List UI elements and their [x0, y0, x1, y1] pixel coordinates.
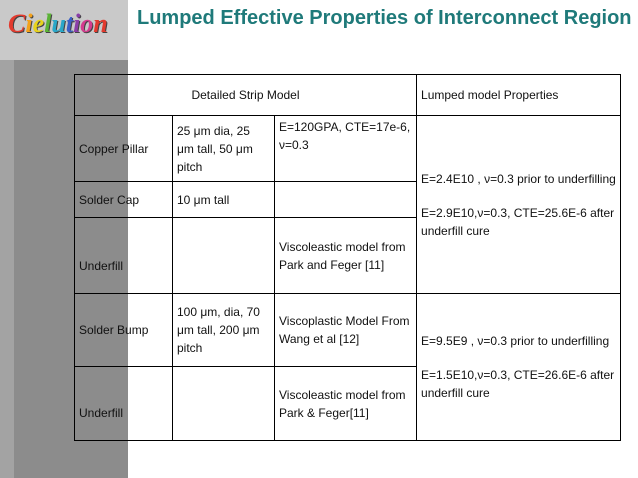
- row-material-cell: E=120GPA, CTE=17e-6, ν=0.3: [275, 116, 417, 182]
- logo-letter: i: [73, 9, 81, 38]
- logo-letter: o: [80, 9, 94, 38]
- row-material-cell: Viscoleastic model from Park and Feger [11]: [275, 218, 417, 294]
- row-geometry-cell: 100 μm, dia, 70 μm tall, 200 μm pitch: [173, 294, 275, 367]
- lumped-prior-text: E=2.4E10 , ν=0.3 prior to underfilling: [421, 171, 616, 186]
- header-detailed-strip-model: Detailed Strip Model: [75, 75, 417, 116]
- lumped-after-text: E=2.9E10,ν=0.3, CTE=25.6E-6 after underfill cure: [421, 205, 615, 238]
- row-name-cell: Solder Bump: [75, 294, 173, 367]
- logo-letter: e: [32, 9, 45, 38]
- header-lumped-model-properties: Lumped model Properties: [417, 75, 621, 116]
- row-material-cell: Viscoplastic Model From Wang et al [12]: [275, 294, 417, 367]
- logo-letter: n: [93, 9, 108, 38]
- logo-letter: l: [44, 9, 52, 38]
- row-name-cell: Copper Pillar: [75, 116, 173, 182]
- table-row: [75, 116, 621, 182]
- row-geometry-cell: 10 μm tall: [173, 182, 275, 218]
- lumped-prior-text: E=9.5E9 , ν=0.3 prior to underfilling: [421, 334, 610, 348]
- table-header-row: [75, 75, 621, 116]
- lumped-properties-cell: [417, 116, 621, 294]
- row-name-cell: Underfill: [75, 367, 173, 441]
- properties-table: [74, 74, 621, 441]
- lumped-after-text: E=1.5E10,ν=0.3, CTE=26.6E-6 after underfill cure: [421, 368, 615, 400]
- logo-letter: i: [25, 9, 33, 38]
- row-name-cell: Underfill: [75, 218, 173, 294]
- row-material-cell: Viscoleastic model from Park & Feger[11]: [275, 367, 417, 441]
- row-material-cell: [275, 182, 417, 218]
- logo-letter: t: [65, 9, 74, 38]
- row-geometry-cell: [173, 367, 275, 441]
- lumped-properties-cell: [417, 294, 621, 441]
- cielution-logo: [8, 9, 108, 39]
- logo-letter: u: [51, 9, 66, 38]
- row-geometry-cell: [173, 218, 275, 294]
- row-geometry-cell: 25 μm dia, 25 μm tall, 50 μm pitch: [173, 116, 275, 182]
- logo-letter: C: [8, 9, 26, 38]
- table-row: [75, 294, 621, 367]
- row-name-cell: Solder Cap: [75, 182, 173, 218]
- slide-title: Lumped Effective Properties of Interconnect Region: [137, 7, 632, 29]
- sidebar-highlight: [0, 0, 14, 478]
